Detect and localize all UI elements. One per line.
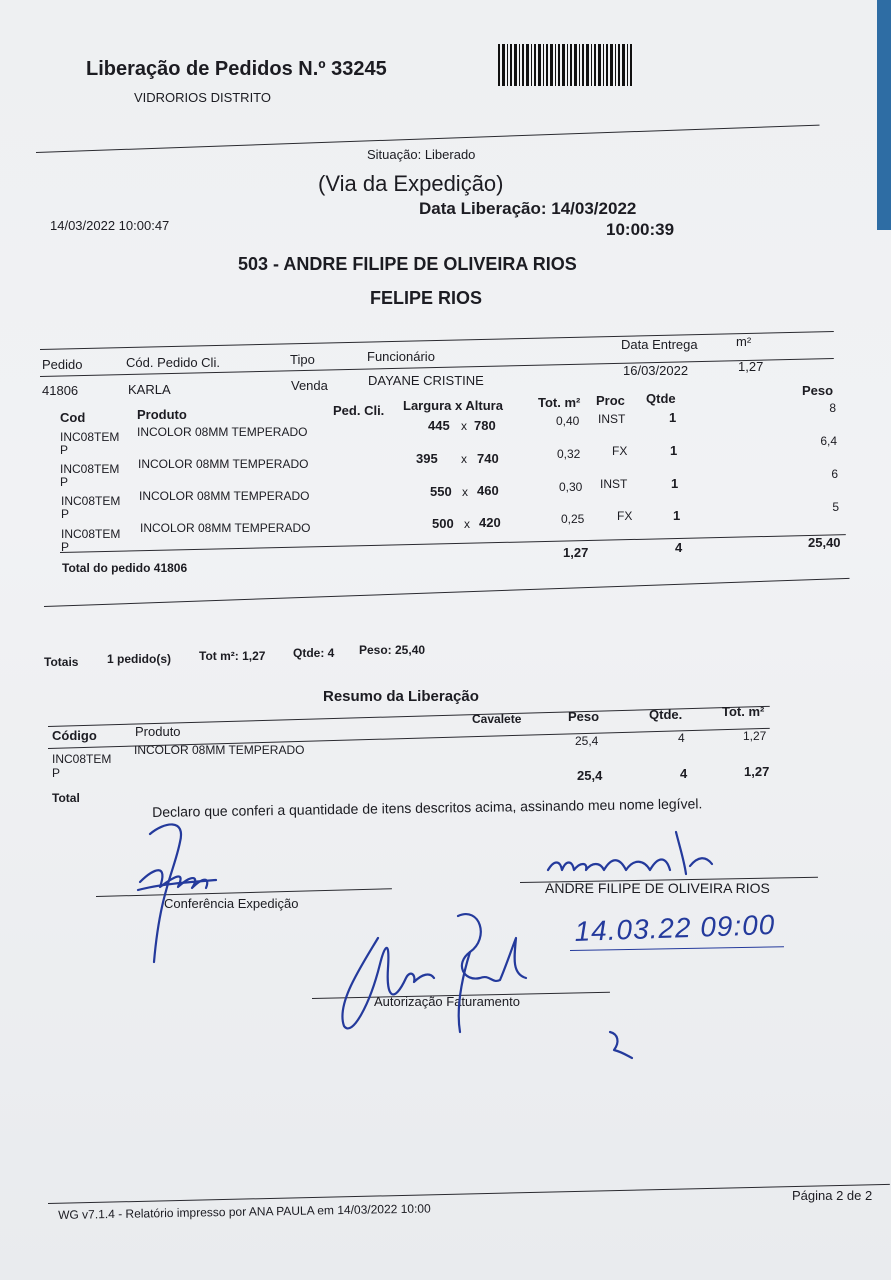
cell-cod-cont: P <box>61 540 70 554</box>
cell-proc: INST <box>600 477 628 491</box>
cell-tot-m2: 0,25 <box>561 512 585 526</box>
val-data-entrega: 16/03/2022 <box>623 363 689 378</box>
cell-cod: INC08TEM <box>60 430 120 444</box>
cell-altura: 420 <box>479 515 501 530</box>
page-number: Página 2 de 2 <box>792 1188 873 1203</box>
resumo-th-peso: Peso <box>568 709 600 724</box>
data-liberacao: Data Liberação: 14/03/2022 <box>419 199 637 218</box>
val-pedido: 41806 <box>42 383 79 398</box>
val-cod-pedido-cli: KARLA <box>128 382 171 397</box>
cell-qtde: 1 <box>671 476 679 491</box>
client-signature-name: ANDRE FILIPE DE OLIVEIRA RIOS <box>545 880 770 896</box>
th-ped-cli: Ped. Cli. <box>333 403 385 418</box>
cell-altura: 740 <box>477 451 499 466</box>
cell-tot-m2: 0,32 <box>557 447 581 461</box>
cell-tot-m2: 0,30 <box>559 480 583 494</box>
divider <box>40 331 834 350</box>
cell-largura: 395 <box>416 451 438 466</box>
resumo-cell-tot-m2: 1,27 <box>743 729 767 743</box>
pen-mark <box>606 1028 636 1062</box>
totais-qtde: Qtde: 4 <box>293 646 335 660</box>
signature-conferencia-drawing <box>120 812 230 972</box>
th-produto: Produto <box>137 407 187 422</box>
th-tot-m2: Tot. m² <box>538 395 581 410</box>
cell-peso: 5 <box>832 500 839 514</box>
cell-altura: 780 <box>474 418 496 433</box>
totais-pedidos: 1 pedido(s) <box>107 652 172 666</box>
th-cod: Cod <box>60 410 86 425</box>
declaration-text: Declaro que conferi a quantidade de itens descritos acima, assinando meu nome legível. <box>152 795 703 820</box>
resumo-cell-qtde: 4 <box>678 731 685 745</box>
cell-produto: INCOLOR 08MM TEMPERADO <box>139 489 310 503</box>
cell-qtde: 1 <box>669 410 677 425</box>
resumo-total-peso: 25,4 <box>577 768 603 783</box>
cell-cod-cont: P <box>60 475 69 489</box>
cell-qtde: 1 <box>670 443 678 458</box>
total-pedido-label: Total do pedido 41806 <box>62 561 188 575</box>
th-peso: Peso <box>802 383 834 398</box>
col-pedido: Pedido <box>42 357 83 372</box>
col-data-entrega: Data Entrega <box>621 337 698 352</box>
signature-client-drawing <box>540 826 730 886</box>
cell-cod-cont: P <box>61 507 70 521</box>
resumo-total-label: Total <box>52 791 80 805</box>
background-edge <box>877 0 891 230</box>
print-timestamp: 14/03/2022 10:00:47 <box>50 218 170 233</box>
col-tipo: Tipo <box>290 352 315 367</box>
cell-largura: 550 <box>430 484 452 499</box>
situacao: Situação: Liberado <box>367 147 476 162</box>
divider <box>60 534 846 553</box>
resumo-cell-codigo-cont: P <box>52 766 61 780</box>
resumo-total-qtde: 4 <box>680 766 688 781</box>
footer-printed-by: WG v7.1.4 - Relatório impresso por ANA PAULA em 14/03/2022 10:00 <box>58 1201 431 1222</box>
th-qtde: Qtde <box>646 391 676 406</box>
th-proc: Proc <box>596 393 625 408</box>
cell-proc: INST <box>598 412 626 426</box>
cell-qtde: 1 <box>673 508 681 523</box>
resumo-th-tot-m2: Tot. m² <box>722 704 765 719</box>
cell-largura: 500 <box>432 516 454 531</box>
cell-proc: FX <box>617 509 633 523</box>
resumo-cell-produto: INCOLOR 08MM TEMPERADO <box>134 743 305 757</box>
total-pedido-m2: 1,27 <box>563 545 589 560</box>
resumo-title: Resumo da Liberação <box>323 688 479 705</box>
company-name: VIDRORIOS DISTRITO <box>134 90 271 105</box>
resumo-total-m2: 1,27 <box>744 764 770 779</box>
cell-x: x <box>461 419 467 433</box>
cell-cod: INC08TEM <box>61 494 121 508</box>
handwritten-date: 14.03.22 09:00 <box>574 908 776 947</box>
resumo-th-produto: Produto <box>135 724 181 739</box>
cell-proc: FX <box>612 444 628 458</box>
resumo-th-qtde: Qtde. <box>649 707 683 722</box>
totais-peso: Peso: 25,40 <box>359 643 426 657</box>
total-pedido-peso: 25,40 <box>808 535 841 550</box>
cell-x: x <box>461 452 467 466</box>
totais-label: Totais <box>44 655 79 669</box>
footer-divider <box>48 1184 890 1204</box>
val-tipo: Venda <box>291 378 328 393</box>
resumo-th-cavalete: Cavalete <box>472 712 522 726</box>
via-label: (Via da Expedição) <box>318 171 504 196</box>
resumo-th-codigo: Código <box>52 728 97 743</box>
barcode <box>498 44 634 86</box>
totais-m2: Tot m²: 1,27 <box>199 649 266 663</box>
cell-produto: INCOLOR 08MM TEMPERADO <box>138 457 309 471</box>
cell-x: x <box>464 517 470 531</box>
cell-cod: INC08TEM <box>61 527 121 541</box>
total-pedido-qtde: 4 <box>675 540 683 555</box>
resumo-cell-peso: 25,4 <box>575 734 599 748</box>
conferencia-label: Conferência Expedição <box>164 896 299 911</box>
cell-altura: 460 <box>477 483 499 498</box>
signature-autorizacao-drawing <box>330 908 550 1038</box>
client-name-line2: FELIPE RIOS <box>370 288 483 308</box>
cell-x: x <box>462 485 468 499</box>
document-title: Liberação de Pedidos N.º 33245 <box>86 58 387 80</box>
cell-produto: INCOLOR 08MM TEMPERADO <box>140 521 311 535</box>
cell-produto: INCOLOR 08MM TEMPERADO <box>137 425 308 439</box>
divider <box>44 578 850 607</box>
col-cod-pedido-cli: Cód. Pedido Cli. <box>126 355 220 370</box>
cell-cod-cont: P <box>60 443 69 457</box>
col-m2: m² <box>736 334 752 349</box>
cell-cod: INC08TEM <box>60 462 120 476</box>
cell-largura: 445 <box>428 418 450 433</box>
val-m2: 1,27 <box>738 359 764 374</box>
resumo-cell-codigo: INC08TEM <box>52 752 112 766</box>
col-funcionario: Funcionário <box>367 349 435 364</box>
cell-tot-m2: 0,40 <box>556 414 580 428</box>
hora-liberacao: 10:00:39 <box>606 220 675 239</box>
cell-peso: 8 <box>829 401 836 415</box>
val-funcionario: DAYANE CRISTINE <box>368 373 484 388</box>
client-name-line1: 503 - ANDRE FILIPE DE OLIVEIRA RIOS <box>238 254 577 274</box>
cell-peso: 6,4 <box>820 434 837 448</box>
cell-peso: 6 <box>831 467 838 481</box>
th-largura-altura: Largura x Altura <box>403 398 503 413</box>
autorizacao-label: Autorização Faturamento <box>374 994 520 1009</box>
